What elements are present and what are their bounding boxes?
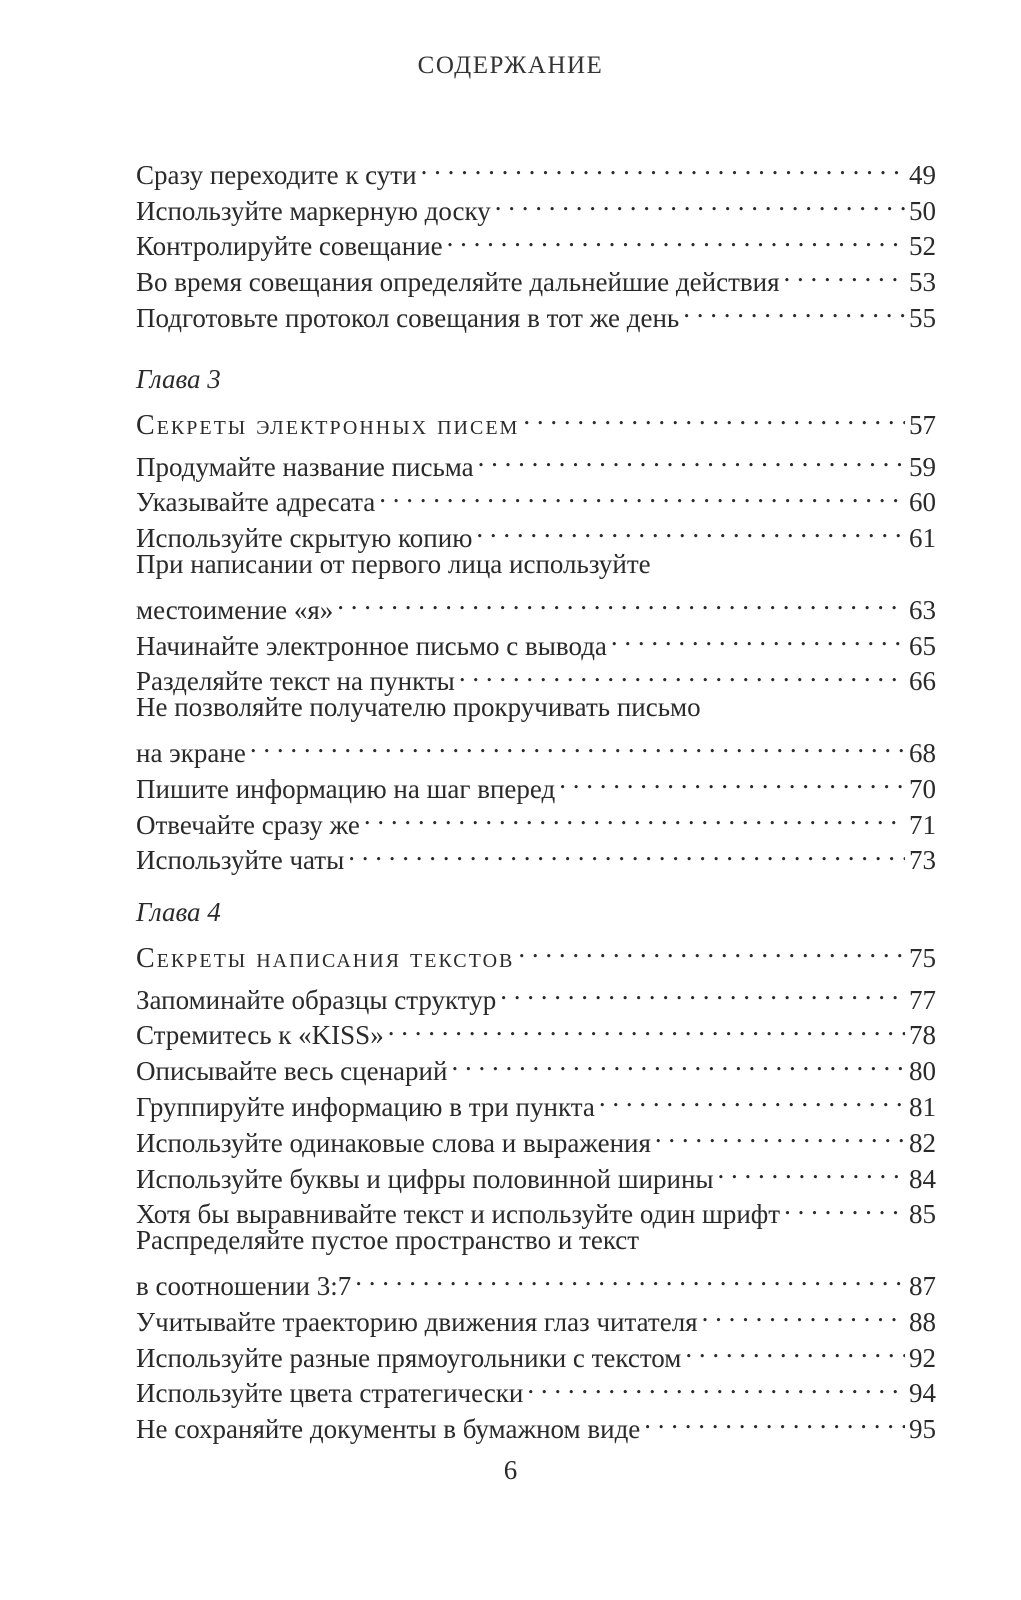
entry-title: Сразу переходите к сути — [136, 159, 417, 190]
chapter-3-entries — [136, 440, 936, 876]
leader-dots — [599, 1080, 905, 1116]
page-number: 75 — [909, 942, 936, 973]
page-number: 52 — [909, 231, 936, 262]
leader-dots — [500, 973, 905, 1009]
page-number: 68 — [909, 737, 936, 768]
leader-dots — [379, 476, 905, 512]
page-number: 80 — [909, 1056, 936, 1087]
leader-dots — [451, 1044, 905, 1080]
entry-title: Описывайте весь сценарий — [136, 1056, 448, 1087]
page-number: 87 — [909, 1270, 936, 1301]
toc-entry — [136, 726, 936, 768]
entry-title: Используйте одинаковые слова и выражения — [136, 1127, 651, 1158]
entry-title: местоимение «я» — [136, 594, 334, 625]
chapter-title: Секреты написания текстов — [136, 942, 515, 974]
page-number-footer: 6 — [503, 1455, 518, 1485]
leader-dots — [495, 184, 905, 220]
entry-title: на экране — [136, 737, 246, 768]
leader-dots — [364, 798, 905, 834]
page-number: 70 — [909, 773, 936, 804]
page-number: 63 — [909, 594, 936, 625]
page-number: 53 — [909, 267, 936, 298]
chapter-label: Глава 3 — [136, 364, 221, 394]
leader-dots — [527, 1367, 905, 1403]
toc-entry — [136, 148, 936, 190]
leader-dots — [784, 1188, 905, 1224]
entry-title: Стремитесь к «KISS» — [136, 1020, 384, 1051]
toc-chapter-4 — [136, 893, 936, 1445]
entry-title: Запоминайте образцы структур — [136, 984, 497, 1015]
page-number: 71 — [909, 809, 936, 840]
toc-entry-line — [136, 1223, 936, 1259]
page-number: 49 — [909, 159, 936, 190]
entry-title: Используйте разные прямоугольники с текстом — [136, 1342, 682, 1373]
page-number: 77 — [909, 984, 936, 1015]
leader-dots — [718, 1152, 905, 1188]
page-number: 50 — [909, 195, 936, 226]
toc-entry — [136, 762, 936, 804]
entry-title: Отвечайте сразу же — [136, 809, 360, 840]
entry-title: Продумайте название письма — [136, 451, 474, 482]
leader-dots — [518, 931, 905, 967]
leader-dots — [250, 726, 905, 762]
leader-dots — [421, 148, 905, 184]
page-number: 92 — [909, 1342, 936, 1373]
entry-title: Не сохраняйте документы в бумажном виде — [136, 1414, 641, 1445]
leader-dots — [523, 398, 905, 434]
chapter-label: Глава 4 — [136, 897, 221, 927]
entry-title: Используйте скрытую копию — [136, 523, 473, 554]
toc-entry-line — [136, 547, 936, 583]
page-number: 60 — [909, 487, 936, 518]
page-number: 81 — [909, 1091, 936, 1122]
toc-entry-line — [136, 690, 936, 726]
leader-dots — [476, 511, 905, 547]
page-number: 55 — [909, 302, 936, 333]
chapter-title-entry — [136, 931, 936, 974]
page-number: 78 — [909, 1020, 936, 1051]
leader-dots — [355, 1259, 905, 1295]
entry-title: в соотношении 3:7 — [136, 1270, 352, 1301]
toc-entry — [136, 973, 936, 1015]
toc-entry — [136, 583, 936, 625]
page-number: 94 — [909, 1378, 936, 1409]
leader-dots — [683, 291, 905, 327]
entry-title-line1: Не позволяйте получателю прокручивать письмо — [136, 692, 701, 723]
entry-title: Хотя бы выравнивайте текст и используйте один шрифт — [136, 1199, 781, 1230]
entry-title: Разделяйте текст на пункты — [136, 666, 455, 697]
chapter-4-entries — [136, 973, 936, 1445]
entry-title: Используйте маркерную доску — [136, 195, 491, 226]
page-number: 57 — [909, 409, 936, 440]
page-number: 66 — [909, 666, 936, 697]
page-number: 59 — [909, 451, 936, 482]
leader-dots — [388, 1009, 905, 1045]
entry-title: Используйте цвета стратегически — [136, 1378, 524, 1409]
toc-chapter-3 — [136, 360, 936, 876]
leader-dots — [447, 220, 905, 256]
leader-dots — [644, 1402, 905, 1438]
toc-entry — [136, 1259, 936, 1301]
entry-title: Контролируйте совещание — [136, 231, 443, 262]
page-number: 95 — [909, 1414, 936, 1445]
leader-dots — [655, 1116, 905, 1152]
entry-title: Во время совещания определяйте дальнейшие действия — [136, 267, 780, 298]
leader-dots — [348, 834, 905, 870]
page-header: СОДЕРЖАНИЕ — [417, 52, 604, 79]
entry-title: Начинайте электронное письмо с вывода — [136, 630, 607, 661]
toc-entry — [136, 440, 936, 482]
entry-title: Подготовьте протокол совещания в тот же день — [136, 302, 680, 333]
leader-dots — [611, 619, 905, 655]
entry-title-line1: При написании от первого лица используйте — [136, 549, 651, 580]
page-number: 82 — [909, 1127, 936, 1158]
page-number: 88 — [909, 1306, 936, 1337]
leader-dots — [559, 762, 905, 798]
leader-dots — [685, 1331, 905, 1367]
entry-title: Используйте буквы и цифры половинной ширины — [136, 1163, 714, 1194]
toc-block-meetings — [136, 148, 936, 333]
entry-title: Учитывайте траекторию движения глаз читателя — [136, 1306, 698, 1337]
chapter-title: Секреты электронных писем — [136, 409, 520, 441]
leader-dots — [459, 655, 905, 691]
entry-title-line1: Распределяйте пустое пространство и текст — [136, 1225, 640, 1256]
leader-dots — [784, 255, 906, 291]
page-number: 61 — [909, 523, 936, 554]
leader-dots — [478, 440, 905, 476]
leader-dots — [337, 583, 905, 619]
page-number: 85 — [909, 1199, 936, 1230]
entry-title: Используйте чаты — [136, 845, 345, 876]
page-number: 65 — [909, 630, 936, 661]
leader-dots — [702, 1295, 905, 1331]
entry-title: Указывайте адресата — [136, 487, 376, 518]
page-number: 84 — [909, 1163, 936, 1194]
page-number: 73 — [909, 845, 936, 876]
entry-title: Группируйте информацию в три пункта — [136, 1091, 595, 1122]
chapter-title-entry — [136, 398, 936, 441]
entry-title: Пишите информацию на шаг вперед — [136, 773, 556, 804]
